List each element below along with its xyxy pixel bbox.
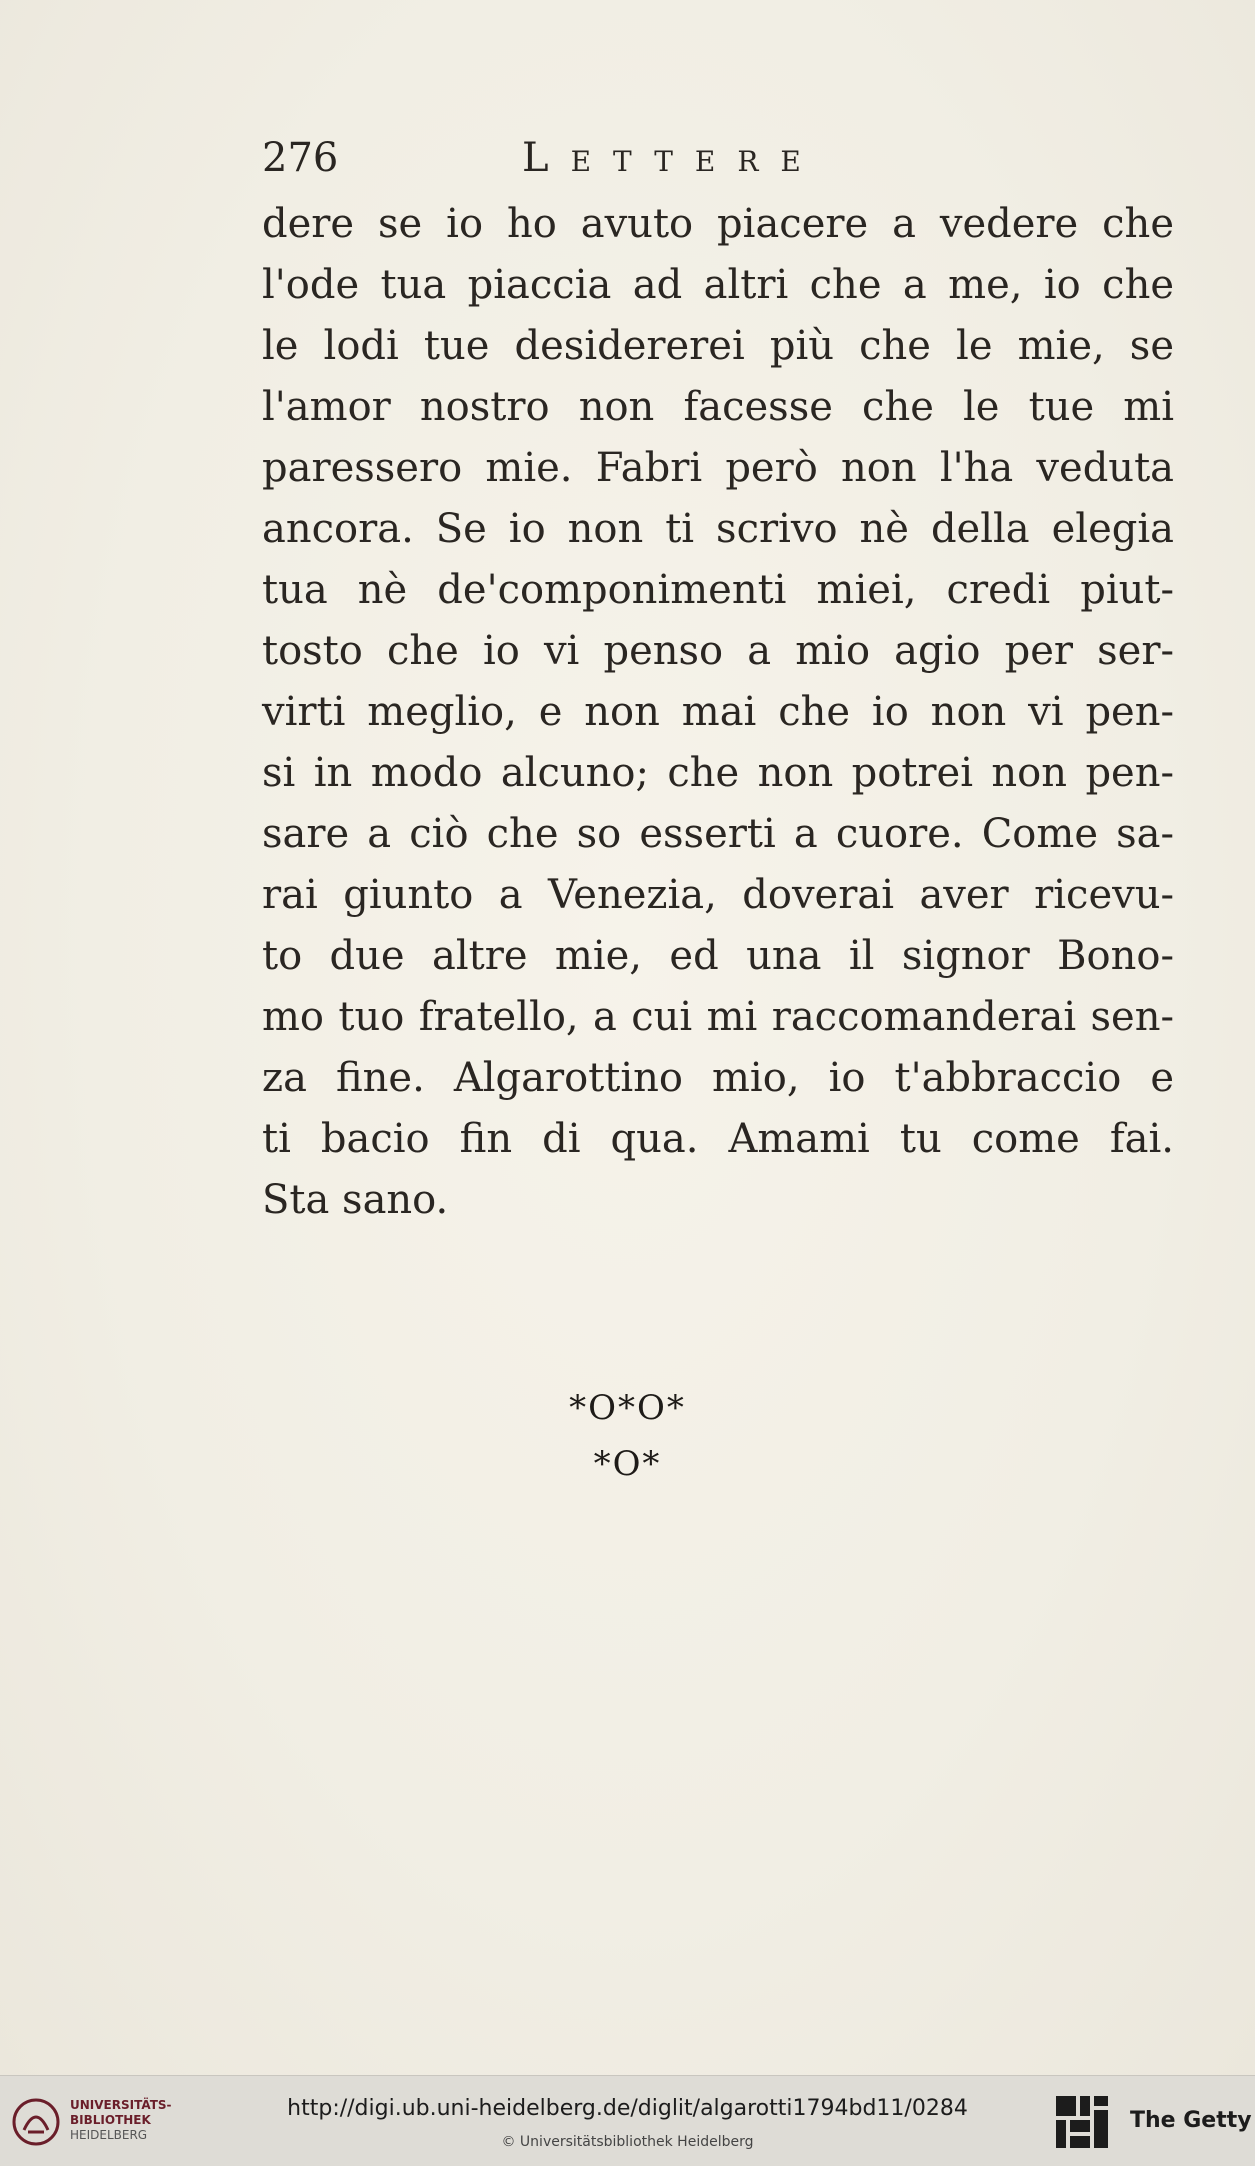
text-line: tua nè de'componimenti miei, credi piut- — [262, 567, 1174, 613]
text-line: Sta sano. — [262, 1177, 449, 1223]
getty-logo-icon — [1054, 2094, 1110, 2150]
running-head: Lettere — [522, 135, 823, 181]
text-line: sare a ciò che so esserti a cuore. Come sa- — [262, 811, 1174, 857]
text-line: si in modo alcuno; che non potrei non pen- — [262, 750, 1174, 796]
text-line: le lodi tue desidererei più che le mie, se — [262, 323, 1174, 369]
library-name-line1: UNIVERSITÄTS- — [70, 2098, 172, 2112]
letter-text — [262, 194, 1174, 1231]
text-line: l'amor nostro non facesse che le tue mi — [262, 384, 1174, 430]
page-header — [262, 128, 1162, 188]
text-line: paressero mie. Fabri però non l'ha veduta — [262, 445, 1174, 491]
text-line: virti meglio, e non mai che io non vi pen- — [262, 689, 1174, 735]
ornament-bottom: *O* — [593, 1444, 662, 1484]
text-line: l'ode tua piaccia ad altri che a me, io che — [262, 262, 1174, 308]
text-line: rai giunto a Venezia, doverai aver ricevu- — [262, 872, 1174, 918]
copyright-notice: © Universitätsbibliothek Heidelberg — [501, 2134, 754, 2150]
text-line: ancora. Se io non ti scrivo nè della elegia — [262, 506, 1174, 552]
page-number: 276 — [262, 135, 339, 181]
library-name-line2: BIBLIOTHEK — [70, 2113, 151, 2127]
getty-partner-label[interactable]: The Getty — [1130, 2108, 1252, 2133]
permalink-url[interactable]: http://digi.ub.uni-heidelberg.de/diglit/algarotti1794bd11/0284 — [287, 2096, 968, 2121]
text-line: tosto che io vi penso a mio agio per ser- — [262, 628, 1174, 674]
viewer-footer — [0, 2075, 1255, 2166]
text-line: za fine. Algarottino mio, io t'abbraccio e — [262, 1055, 1174, 1101]
library-name-line3: HEIDELBERG — [70, 2128, 148, 2142]
text-line: dere se io ho avuto piacere a vedere che — [262, 201, 1174, 247]
text-line: to due altre mie, ed una il signor Bono- — [262, 933, 1174, 979]
text-line: mo tuo fratello, a cui mi raccomanderai sen- — [262, 994, 1174, 1040]
ornament-top: *O*O* — [569, 1388, 686, 1428]
text-line: ti bacio fin di qua. Amami tu come fai. — [262, 1116, 1174, 1162]
